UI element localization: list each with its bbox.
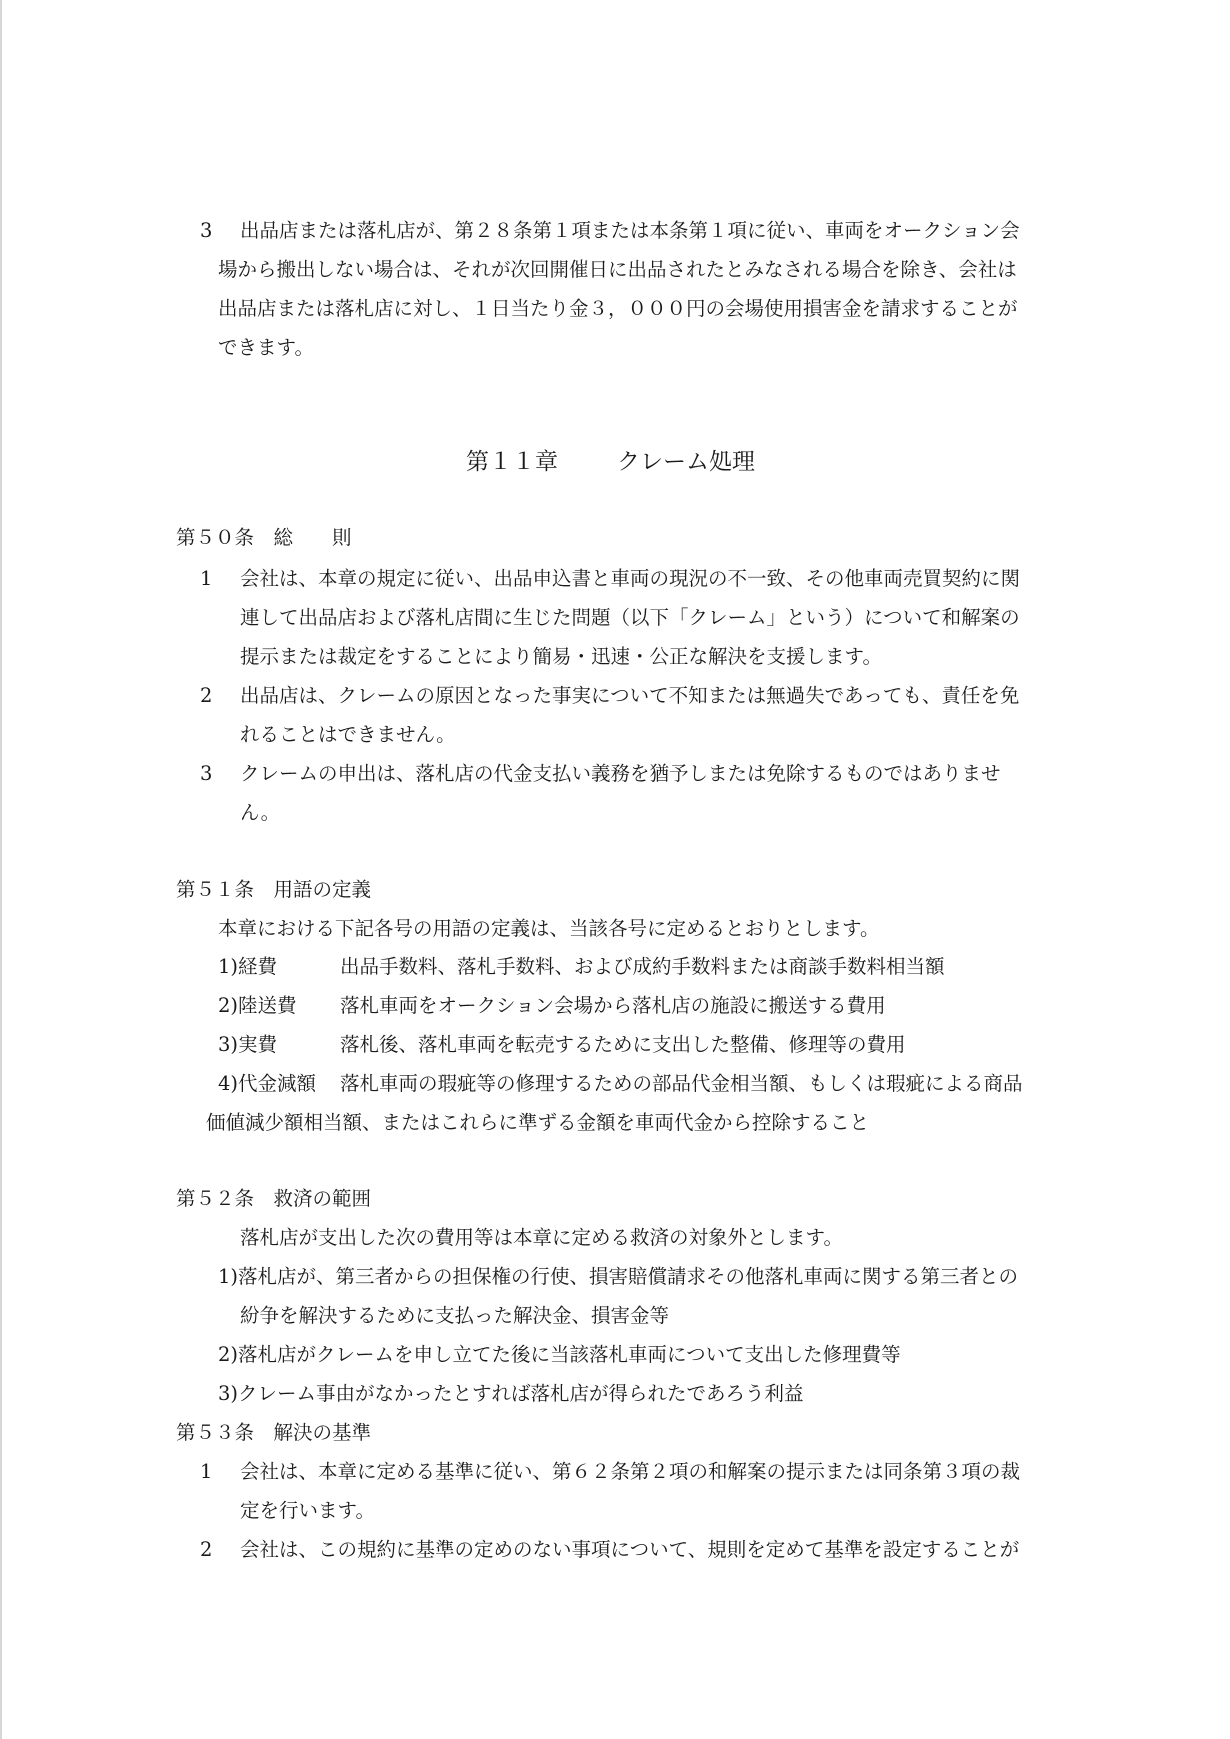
term-label: 4)代金減額 — [218, 1072, 317, 1095]
paragraph-line: クレームの申出は、落札店の代金支払い義務を猶予しまたは免除するものではありませ — [240, 762, 1001, 785]
list-item: 紛争を解決するために支払った解決金、損害金等 — [240, 1304, 670, 1327]
paragraph-line: 場から搬出しない場合は、それが次回開催日に出品されたとみなされる場合を除き、会社は — [218, 258, 1017, 281]
list-item: 1)落札店が、第三者からの担保権の行使、損害賠償請求その他落札車両に関する第三者との — [218, 1265, 1019, 1288]
term-definition: 落札車両をオークション会場から落札店の施設に搬送する費用 — [340, 994, 886, 1017]
paragraph-line: 会社は、本章の規定に従い、出品申込書と車両の現況の不一致、その他車両売買契約に関 — [240, 567, 1021, 590]
term-label: 1)経費 — [218, 955, 278, 978]
item-number: 3 — [200, 219, 213, 242]
term-definition: 落札車両の瑕疵等の修理するための部品代金相当額、もしくは瑕疵による商品 — [340, 1072, 1023, 1095]
article-heading: 第５３条 解決の基準 — [176, 1421, 372, 1444]
page-edge — [0, 0, 2, 1739]
paragraph-line: 会社は、本章に定める基準に従い、第６２条第２項の和解案の提示または同条第３項の裁 — [240, 1460, 1021, 1483]
paragraph-line: れることはできません。 — [240, 723, 456, 746]
chapter-number: 第１１章 — [466, 449, 558, 475]
term-definition: 出品手数料、落札手数料、および成約手数料または商談手数料相当額 — [340, 955, 945, 978]
paragraph-line: 提示または裁定をすることにより簡易・迅速・公正な解決を支援します。 — [240, 645, 882, 668]
term-label: 3)実費 — [218, 1033, 278, 1056]
item-number: 2 — [200, 684, 213, 707]
paragraph-line: 出品店または落札店に対し、１日当たり金３，０００円の会場使用損害金を請求することが — [218, 297, 1018, 320]
list-item: 3)クレーム事由がなかったとすれば落札店が得られたであろう利益 — [218, 1382, 804, 1405]
article-heading: 第５１条 用語の定義 — [176, 878, 372, 901]
paragraph-line: 出品店または落札店が、第２８条第１項または本条第１項に従い、車両をオークション会 — [240, 219, 1020, 242]
term-definition: 落札後、落札車両を転売するために支出した整備、修理等の費用 — [340, 1033, 906, 1056]
paragraph-line: 会社は、この規約に基準の定めのない事項について、規則を定めて基準を設定することが — [240, 1538, 1020, 1561]
term-label: 2)陸送費 — [218, 994, 297, 1017]
item-number: 1 — [200, 1460, 213, 1483]
paragraph-line: できます。 — [218, 336, 314, 359]
article-heading: 第５０条 総 則 — [176, 526, 352, 549]
paragraph-line: ん。 — [240, 801, 281, 824]
article-heading: 第５２条 救済の範囲 — [176, 1187, 372, 1210]
paragraph-line: 出品店は、クレームの原因となった事実について不知または無過失であっても、責任を免 — [240, 684, 1020, 707]
item-number: 1 — [200, 567, 213, 590]
paragraph-line: 価値減少額相当額、またはこれらに準ずる金額を車両代金から控除すること — [206, 1111, 870, 1134]
list-item: 2)落札店がクレームを申し立てた後に当該落札車両について支出した修理費等 — [218, 1343, 901, 1366]
chapter-title: クレーム処理 — [617, 449, 755, 475]
item-number: 3 — [200, 762, 213, 785]
paragraph-line: 連して出品店および落札店間に生じた問題（以下「クレーム」という）について和解案の — [240, 606, 1020, 629]
item-number: 2 — [200, 1538, 213, 1561]
paragraph-line: 落札店が支出した次の費用等は本章に定める救済の対象外とします。 — [240, 1226, 843, 1249]
paragraph-line: 本章における下記各号の用語の定義は、当該各号に定めるとおりとします。 — [218, 917, 880, 940]
paragraph-line: 定を行います。 — [240, 1499, 375, 1522]
